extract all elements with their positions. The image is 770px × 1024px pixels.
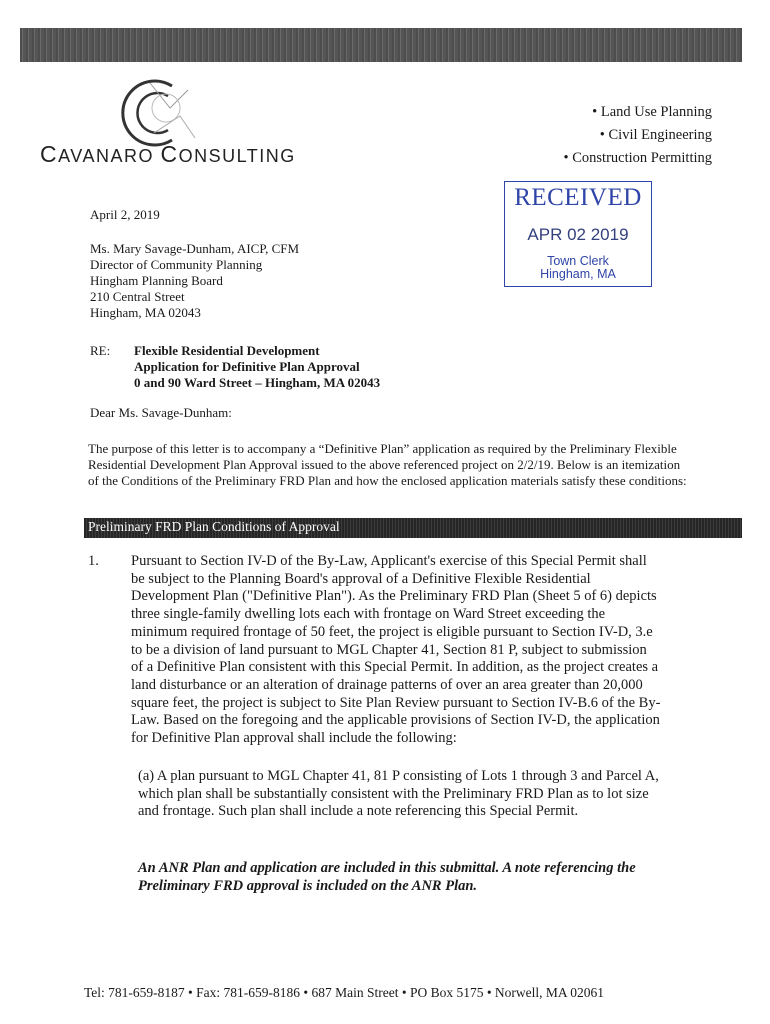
stamp-title: RECEIVED — [514, 184, 642, 211]
letter-date: April 2, 2019 — [90, 207, 160, 222]
recipient-name: Ms. Mary Savage-Dunham, AICP, CFM — [90, 241, 300, 256]
letterhead-footer: Tel: 781-659-8187 • Fax: 781-659-8186 • 687 Main Street • PO Box 5175 • Norwell, MA 02061 — [84, 985, 605, 1000]
re-line: 0 and 90 Ward Street – Hingham, MA 02043 — [134, 375, 381, 390]
re-label: RE: — [90, 343, 111, 358]
recipient-title: Director of Community Planning — [90, 257, 263, 272]
recipient-city: Hingham, MA 02043 — [90, 305, 201, 320]
company-name-first: AVANARO — [58, 146, 154, 166]
salutation: Dear Ms. Savage-Dunham: — [90, 405, 232, 420]
stamp-date: APR 02 2019 — [527, 225, 629, 244]
recipient-org: Hingham Planning Board — [90, 273, 223, 288]
service-item: • Civil Engineering — [564, 124, 712, 147]
services-list — [564, 101, 712, 170]
service-item: • Construction Permitting — [564, 147, 712, 170]
recipient-street: 210 Central Street — [90, 289, 185, 304]
section-heading-bar — [84, 518, 742, 538]
intro-paragraph: The purpose of this letter is to accompany a “Definitive Plan” application as required by the Preliminary Flexible Residential Development Plan Approval issued to the above referenced project on 2/2/19. Below is an itemization of the Conditions of the Preliminary FRD Plan and how the enclosed application materials satisfy these conditions: — [88, 441, 687, 488]
stamp-line-2: Hingham, MA — [540, 267, 616, 281]
section-heading: Preliminary FRD Plan Conditions of Approval — [88, 519, 340, 534]
re-line: Flexible Residential Development — [134, 343, 320, 358]
service-item: • Land Use Planning — [564, 101, 712, 124]
recipient-address — [90, 241, 299, 321]
re-subject — [134, 343, 380, 391]
company-name: CAVANARO CONSULTING — [40, 141, 296, 167]
stamp-clerk — [505, 255, 651, 281]
item-number: 1. — [88, 553, 99, 569]
scan-header-bar — [20, 28, 742, 62]
stamp-line-1: Town Clerk — [547, 254, 609, 268]
company-name-second: ONSULTING — [178, 146, 296, 166]
condition-sub-item: (a) A plan pursuant to MGL Chapter 41, 81 P consisting of Lots 1 through 3 and Parcel A, which plan shall be substantially consistent with the Preliminary FRD Plan as to lot size and frontage. Such plan shall include a note referencing this Special Permit. — [138, 768, 659, 820]
condition-response: An ANR Plan and application are included in this submittal. A note referencing the Preliminary FRD approval is included on the ANR Plan. — [138, 860, 636, 894]
received-stamp — [504, 181, 652, 287]
re-line: Application for Definitive Plan Approval — [134, 359, 360, 374]
condition-item-text: Pursuant to Section IV-D of the By-Law, Applicant's exercise of this Special Permit shall be subject to the Planning Board's approval of a Definitive Flexible Residential Development Plan ("Definitive Plan"). As the Preliminary FRD Plan (Sheet 5 of 6) depicts three single-family dwelling lots each with frontage on Ward Street exceeding the minimum required frontage of 50 feet, the project is eligible pursuant to Section IV-D, 3.e to be a division of land pursuant to MGL Chapter 41, Section 81 P, subject to submission of a Definitive Plan consistent with this Special Permit. In addition, as the project creates a land disturbance or an alteration of drainage patterns of over an area greater than 20,000 square feet, the project is subject to Site Plan Review pursuant to Section IV-B.6 of the By-Law. Based on the foregoing and the applicable provisions of Section IV-D, the application for Definitive Plan approval shall include the following: — [131, 553, 661, 747]
